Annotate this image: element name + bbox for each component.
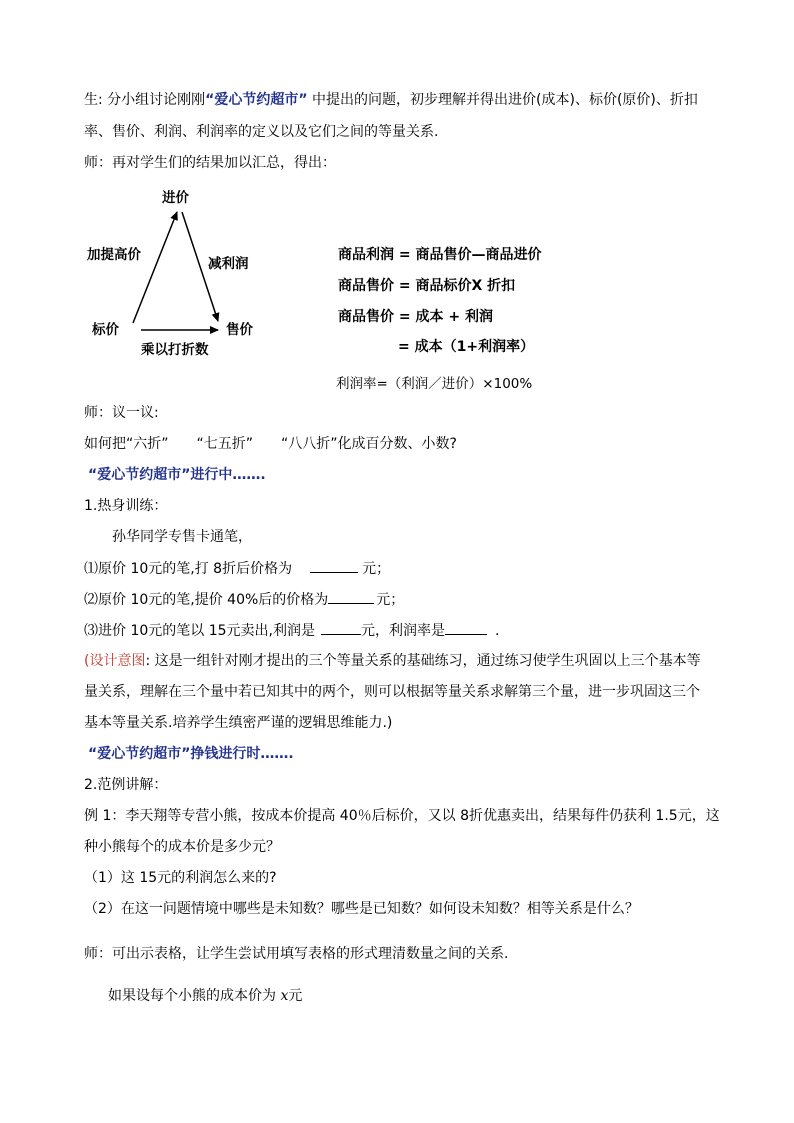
node-sale-price: 售价 xyxy=(226,322,253,338)
question-3-text: ⑶进价 10元的笔以 15元卖出,利润是 xyxy=(84,623,315,639)
discuss-heading: 师：议一议: xyxy=(84,405,159,421)
assumption-line xyxy=(108,986,302,1006)
intro-prefix: 生: 分小组讨论刚刚 xyxy=(84,92,206,108)
question-1 xyxy=(84,558,390,579)
store-name: 爱心节约超市 xyxy=(214,92,299,108)
section-title-earning: “爱心节约超市”挣钱进行时……. xyxy=(88,746,294,762)
example-1-subq-2: （2）在这一问题情境中哪些是未知数？哪些是已知数？如何设未知数？相等关系是什么？ xyxy=(84,901,639,917)
design-intent-text-1: : 这是一组针对刚才提出的三个等量关系的基础练习，通过练习使学生巩固以上三个基本等 xyxy=(145,653,701,669)
quote-close: ” xyxy=(298,92,308,108)
question-2-text: ⑵原价 10元的笔,提价 40%后的价格为 xyxy=(84,592,329,608)
answer-blank-3b[interactable] xyxy=(445,620,487,635)
question-2 xyxy=(84,589,404,610)
question-3 xyxy=(84,620,499,641)
formula-sale-rate: = 成本（1+利润率） xyxy=(398,339,535,355)
answer-blank-1[interactable] xyxy=(310,558,358,573)
assumption-text: 如果设每个小熊的成本价为 xyxy=(108,988,281,1004)
formula-profit: 商品利润 = 商品售价—商品进价 xyxy=(338,247,542,263)
edge-label-markup: 加提高价 xyxy=(87,247,141,263)
formula-sale-discount: 商品售价 = 商品标价X 折扣 xyxy=(338,278,516,294)
example-1-subq-1: （1）这 15元的利润怎么来的? xyxy=(84,870,277,886)
question-1-text: ⑴原价 10元的笔,打 8折后价格为 xyxy=(84,561,293,577)
question-1-unit: 元； xyxy=(362,561,391,577)
answer-blank-3a[interactable] xyxy=(321,620,361,635)
convert-question: 如何把“六折” “七五折” “八八折”化成百分数、小数? xyxy=(84,436,457,452)
warmup-heading: 1.热身训练： xyxy=(84,498,168,514)
intro-suffix: 中提出的问题，初步理解并得出进价(成本)、标价(原价)、折扣 xyxy=(307,92,698,108)
node-list-price: 标价 xyxy=(92,322,119,338)
example-1-line-2: 种小熊每个的成本价是多少元？ xyxy=(84,839,280,855)
teacher-note: 师：可出示表格，让学生尝试用填写表格的形式理清数量之间的关系. xyxy=(84,946,509,962)
edge-label-profit: 减利润 xyxy=(208,256,249,272)
answer-blank-2[interactable] xyxy=(328,589,374,604)
warmup-intro: 孙华同学专售卡通笔， xyxy=(112,529,252,545)
question-3-end: . xyxy=(494,623,500,639)
design-intent-head: (设计意图 xyxy=(84,653,146,669)
paragraph-summary: 师：再对学生们的结果加以汇总，得出： xyxy=(84,155,336,171)
example-heading: 2.范例讲解： xyxy=(84,777,168,793)
formula-profit-rate: 利润率=（利润／进价）×100% xyxy=(336,376,533,392)
variable-x: x xyxy=(280,988,289,1004)
quote-open: “ xyxy=(205,92,215,108)
question-3-mid: 元，利润率是 xyxy=(360,623,445,639)
design-intent-line-3: 基本等量关系.培养学生缜密严谨的逻辑思维能力.) xyxy=(84,715,393,731)
paragraph-intro-cont: 率、售价、利润、利润率的定义以及它们之间的等量关系. xyxy=(84,124,439,140)
example-1-line-1: 例 1：李天翔等专营小熊，按成本价提高 40％后标价，又以 8折优惠卖出，结果每件仍获利 1.5元，这 xyxy=(84,808,720,824)
formula-sale-cost: 商品售价 = 成本 + 利润 xyxy=(338,309,493,325)
design-intent-line-1 xyxy=(84,651,701,671)
edge-left-arrow xyxy=(133,212,177,323)
edge-label-discount: 乘以打折数 xyxy=(141,342,209,358)
assumption-unit: 元 xyxy=(288,988,303,1004)
question-2-unit: 元； xyxy=(376,592,405,608)
section-title-ongoing: “爱心节约超市”进行中……. xyxy=(88,467,266,483)
node-cost-price: 进价 xyxy=(162,190,189,206)
design-intent-line-2: 量关系，理解在三个量中若已知其中的两个，则可以根据等量关系求解第三个量，进一步巩固这三个 xyxy=(84,684,700,700)
